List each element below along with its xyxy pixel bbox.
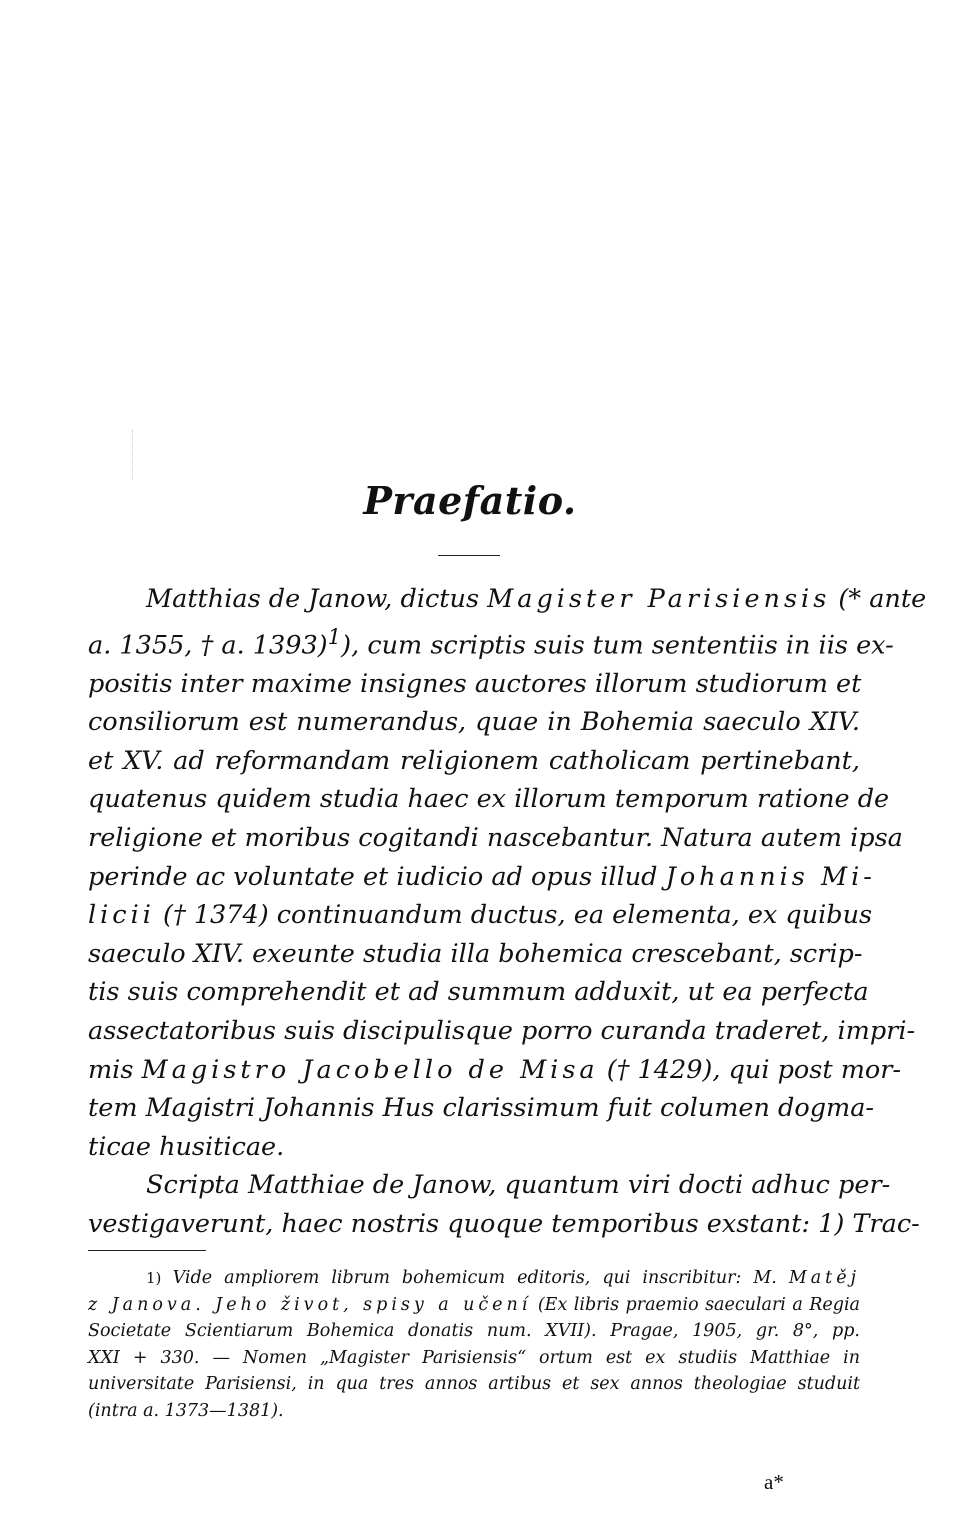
text-line bbox=[88, 896, 873, 935]
text-line bbox=[88, 1318, 860, 1345]
text-run: universitate Parisiensi, in qua tres annos artibus et sex annos theologiae studuit bbox=[88, 1374, 860, 1394]
text-line bbox=[88, 1128, 860, 1167]
text-run: ticae husiticae. bbox=[88, 1131, 285, 1162]
text-line bbox=[88, 1371, 860, 1398]
text-line bbox=[88, 580, 927, 619]
page-title: Praefatio. bbox=[363, 478, 577, 523]
text-run: (* ante bbox=[830, 584, 927, 614]
text-run: Vide ampliorem librum bohemicum editoris, qui inscribitur: M. bbox=[172, 1268, 789, 1288]
text-line bbox=[88, 973, 869, 1012]
text-run: († 1374) continuandum ductus, ea elementa, ex quibus bbox=[154, 900, 873, 931]
text-run: (Ex libris praemio saeculari a Regia bbox=[531, 1294, 860, 1315]
text-run: († 1429), qui post mor- bbox=[598, 1054, 902, 1085]
title-rule bbox=[438, 555, 500, 556]
text-run: Magister Parisiensis bbox=[487, 584, 831, 614]
text-run: a. 1355, † a. 1393) bbox=[88, 630, 328, 661]
footnote-rule bbox=[88, 1250, 206, 1251]
text-line bbox=[88, 665, 860, 704]
text-line bbox=[88, 780, 890, 819]
text-line bbox=[88, 1265, 860, 1292]
text-run: assectatoribus suis discipulisque porro curanda traderet, impri- bbox=[88, 1016, 916, 1047]
text-run: Magistro Jacobello de Misa bbox=[141, 1054, 599, 1085]
text-run: perinde ac voluntate et iudicio ad opus illud bbox=[88, 861, 666, 892]
text-run: quatenus quidem studia haec ex illorum temporum ratione de bbox=[88, 784, 890, 815]
text-run: Matěj bbox=[788, 1268, 860, 1288]
text-run: licii bbox=[88, 900, 155, 931]
text-run: Johannis Mi- bbox=[665, 861, 876, 892]
text-run: Matthias de Janow, dictus bbox=[146, 584, 488, 614]
text-line bbox=[88, 1292, 860, 1319]
text-run: vestigaverunt, haec nostris quoque temporibus exstant: 1) Trac- bbox=[88, 1209, 920, 1239]
text-line bbox=[88, 1051, 902, 1090]
text-run: tem Magistri Johannis Hus clarissimum fuit columen dogma- bbox=[88, 1093, 875, 1124]
text-run: (intra a. 1373—1381). bbox=[88, 1400, 284, 1421]
text-run: tis suis comprehendit et ad summum adduxit, ut ea perfecta bbox=[88, 977, 869, 1008]
text-line bbox=[88, 1012, 916, 1051]
paragraph-2 bbox=[88, 1166, 920, 1243]
text-run: z Janova. Jeho život, spisy a učení bbox=[88, 1294, 532, 1315]
footnote bbox=[88, 1265, 860, 1424]
footnote-marker: 1) bbox=[146, 1269, 173, 1287]
text-run: Societate Scientiarum Bohemica donatis num. XVII). Pragae, 1905, gr. 8°, pp. bbox=[88, 1321, 860, 1341]
text-line bbox=[88, 819, 903, 858]
paragraph-1 bbox=[88, 580, 927, 1166]
preface-body bbox=[88, 580, 927, 1244]
text-run: religione et moribus cogitandi nascebantur. Natura autem ipsa bbox=[88, 823, 903, 854]
text-line bbox=[88, 1205, 920, 1244]
text-line bbox=[88, 703, 860, 742]
footnote-reference: 1 bbox=[327, 624, 342, 650]
text-line bbox=[88, 742, 860, 781]
signature-mark: a* bbox=[764, 1470, 784, 1494]
text-line bbox=[88, 619, 894, 665]
text-line bbox=[88, 858, 876, 897]
text-run: et XV. ad reformandam religionem catholicam pertinebant, bbox=[88, 745, 860, 776]
text-line bbox=[88, 935, 863, 974]
text-line bbox=[88, 1089, 875, 1128]
text-run: ), cum scriptis suis tum sententiis in iis ex- bbox=[341, 630, 894, 661]
text-line bbox=[88, 1398, 860, 1425]
text-run: mis bbox=[88, 1054, 142, 1085]
text-run: saeculo XIV. exeunte studia illa bohemica crescebant, scrip- bbox=[88, 938, 863, 969]
text-line bbox=[88, 1345, 860, 1372]
text-run: positis inter maxime insignes auctores illorum studiorum et bbox=[88, 668, 862, 699]
text-run: Scripta Matthiae de Janow, quantum viri docti adhuc per- bbox=[146, 1170, 891, 1201]
text-run: XXI + 330. — Nomen „Magister Parisiensis“ ortum est ex studiis Matthiae in bbox=[88, 1347, 860, 1368]
text-run: consiliorum est numerandus, quae in Bohemia saeculo XIV. bbox=[88, 707, 860, 738]
text-line bbox=[88, 1166, 891, 1205]
margin-mark bbox=[132, 430, 135, 480]
